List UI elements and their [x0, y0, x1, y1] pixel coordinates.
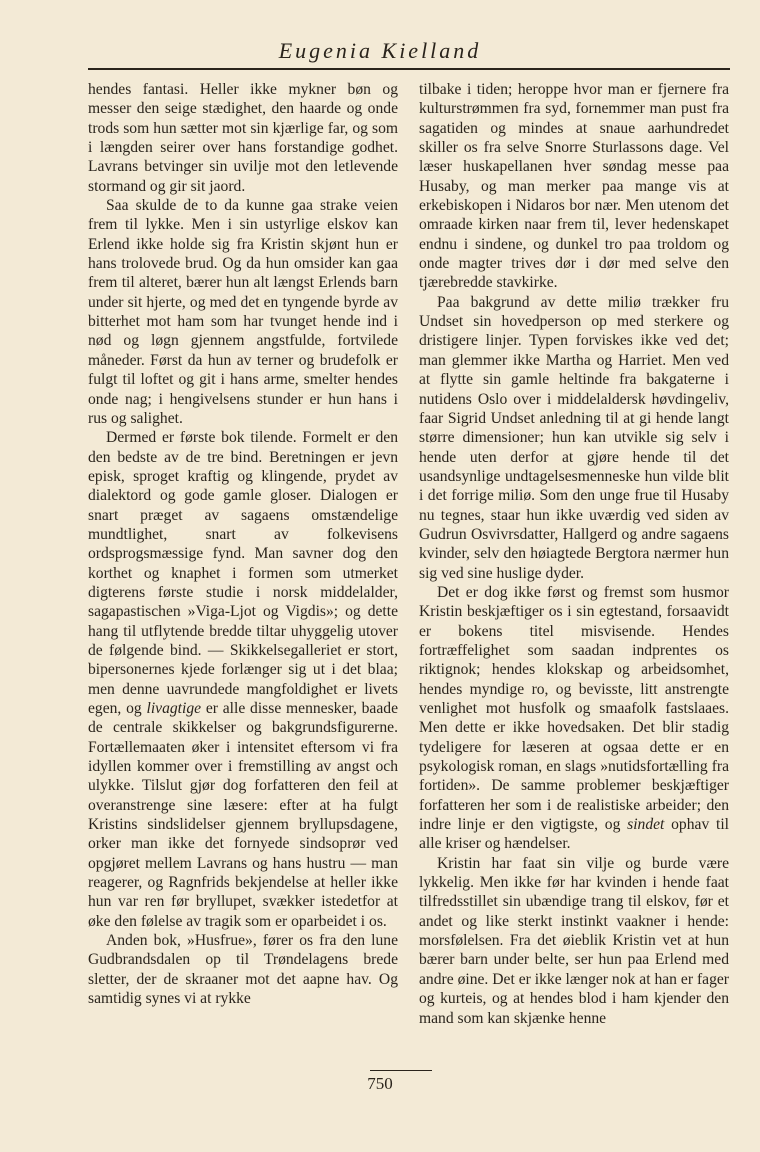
left-column	[88, 80, 398, 1009]
left-paragraph-2: Saa skulde de to da kunne gaa strake veien frem til lykke. Men i sin ustyrlige elskov kan Erlend ikke holde sig fra Kristin skjønt hun er hans trolovede brud. Og da hun omsider kan gaa frem til alteret, bærer hun alt længst Erlends barn under sit hjerte, og med det en tyngende byrde av bitterhet mot ham som har tvunget hende ind i nød og løgn gjennem angstfulde, fortvilede måneder. Først da hun av terner og brudefolk er fulgt til loftet og git i hans arme, smelter hendes onde nag; i hengivelsens stunder er hun hans i rus og salighet.	[88, 197, 398, 427]
folio-rule	[370, 1070, 432, 1071]
right-column	[419, 80, 729, 1028]
right-paragraph-2: Paa bakgrund av dette miliø trækker fru Undset sin hovedperson op med sterkere og dristigere linjer. Typen forviskes ikke ved det; man glemmer ikke Martha og Harriet. Men ved at flytte sin gamle heltinde fra bakgaterne i nutidens Oslo over i middelaldersk høvdingeliv, faar Sigrid Undset anledning til at gi hende langt større dimensioner; hun kan utvikle sig selv i hende uten derfor at gjøre hende til det usandsynlige undtagelsesmenneske hun vilde blit i det forrige miliø. Som den unge frue til Husaby nu tegnes, staar hun ikke uværdig ved siden av Gudrun Osvivrsdatter, Hallgerd og andre sagaens kvinder, selv den høiagtede Bergtora nærmer hun sig ved sine huslige dyder.	[419, 293, 729, 582]
right-paragraph-3-part-b: ophav til alle kriser og hændelser.	[419, 816, 729, 853]
running-head: Eugenia Kielland	[278, 38, 482, 63]
right-paragraph-3-part-a: Det er dog ikke først og fremst som husmor Kristin beskjæftiger os i sin egtestand, forsaavidt er bokens titel misvisende. Hendes fortræffelighet som saadan indprentes os riktignok; hendes klokskap og arbeidsomhet, hendes myndige ro, og bevisste, litt anstrengte venlighet mot husfolk og smaafolk fastslaaes. Men dette er ikke hovedsaken. Det blir stadig tydeligere for læseren at ogsaa dette er en psykologisk roman, en slags »nutidsfortælling fra fortiden». De samme problemer beskjæftiger forfatteren her som i de realistiske arbeider; den indre linje er den vigtigste, og	[419, 583, 729, 834]
header-rule	[88, 68, 730, 70]
emphasis-livagtige: livagtige	[146, 700, 202, 717]
left-paragraph-3-part-a: Dermed er første bok tilende. Formelt er den den bedste av de tre bind. Beretningen er jevn episk, sproget kraftig og klingende, prydet av dialektord og gode gamle gloser. Dialogen er snart præget av sagaens omstændelige mundtlighet, snart av folkevisens ordsprogsmæssige fynd. Man savner dog den korthet og knaphet i formen som utmerket digterens første studie i norsk middelalder, sagapastischen »Viga-Ljot og Vigdis»; og dette hang til utflytende bredde tiltar uhyggelig utover de følgende bind. — Skikkelsegalleriet er stort, bipersonernes kjede forlænger sig ut i det blaa; men denne uavrundede mangfoldighet er livets egen, og	[88, 429, 398, 717]
left-paragraph-3-part-b: er alle disse mennesker, baade de centrale skikkelser og bakgrundsfigurerne. Fortællemaaten øker i intensitet eftersom vi fra idyllen kommer over i fremstilling av angst och ulykke. Tilslut gjør dog forfatteren den feil at overanstrenge sine læsere: efter at ha fulgt Kristins sindslidelser gjennem bryllupsdagene, orker man ikke det fornyede sindsoprør ved opgjøret mellem Lavrans og hans hustru — man reagerer, og Ragnfrids bekjendelse at heller ikke hun var ren før bryllupet, svækker istedetfor at øke den følelse av tragik som er oparbeidet i os.	[88, 700, 398, 930]
left-paragraph-1: hendes fantasi. Heller ikke mykner bøn og messer den seige stædighet, den haarde og onde trods som hun sætter mot sin kjærlige far, og som i længden seirer over hans forstandige godhet. Lavrans betvinger sin uvilje mot den letlevende stormand og gir sit jaord.	[88, 81, 398, 195]
left-paragraph-4: Anden bok, »Husfrue», fører os fra den lune Gudbrandsdalen op til Trøndelagens brede sletter, der de skraaner mot det aapne hav. Og samtidig synes vi at rykke	[88, 932, 398, 1008]
right-paragraph-4: Kristin har faat sin vilje og burde være lykkelig. Men ikke før har kvinden i hende faat tilfredsstillet sin ubændige trang til elskov, før et andet og like sterkt instinkt vaakner i hende: morsfølelsen. Fra det øieblik Kristin vet at hun bærer barn under belte, ser hun paa Erlend med andre øine. Det er ikke længer nok at han er fager og kurteis, og at hendes blod i ham kjender den mand som kan skjænke henne	[419, 854, 729, 1027]
right-paragraph-1: tilbake i tiden; heroppe hvor man er fjernere fra kulturstrømmen fra syd, fornemmer man pust fra sagatiden og mindes at snaue aarhundredet skiller os fra selve Snorre Sturlassons dage. Vel læser huskapellanen hver søndag messe paa Husaby, og man merker paa mange vis at erkebiskopen i Nidaros bor nær. Men utenom det omraade kirken naar frem til, lever hedenskapet endnu i sindene, og dunkel tro paa troldom og onde magter trives dør i dør med selve den tjærebredde stavkirke.	[419, 81, 729, 292]
left-paragraph-3	[88, 428, 398, 931]
right-paragraph-3	[419, 583, 729, 854]
page-number: 750	[367, 1074, 393, 1093]
emphasis-sindet: sindet	[627, 816, 665, 834]
